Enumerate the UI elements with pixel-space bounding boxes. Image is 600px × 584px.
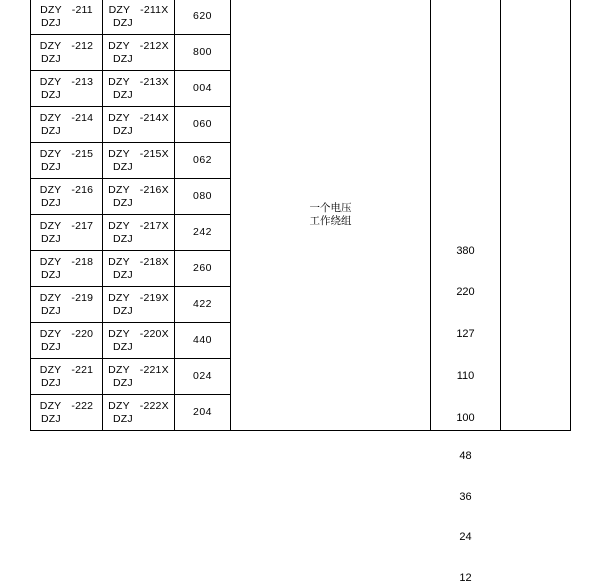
model-a-cell (31, 35, 103, 71)
model-a-subprefix: DZJ (41, 413, 61, 425)
model-b-subprefix: DZJ (113, 341, 133, 353)
model-a-prefix: DZY (40, 220, 62, 232)
model-a-cell (31, 251, 103, 287)
model-b-cell (103, 323, 175, 359)
model-a-subprefix: DZJ (41, 53, 61, 65)
model-a-subprefix: DZJ (41, 17, 61, 29)
model-a-subprefix: DZJ (41, 341, 61, 353)
voltage-item: 100 (431, 412, 500, 425)
model-a-cell (31, 215, 103, 251)
model-b-prefix: DZY (108, 220, 130, 232)
model-a-cell (31, 0, 103, 35)
model-b-prefix: DZY (108, 364, 130, 376)
model-b-prefix: DZY (108, 400, 130, 412)
model-a-suffix: -215 (71, 148, 93, 160)
model-a-prefix: DZY (40, 292, 62, 304)
voltage-item: 24 (431, 531, 500, 544)
model-b-prefix: DZY (108, 328, 130, 340)
model-a-subprefix: DZJ (41, 233, 61, 245)
model-b-cell (103, 179, 175, 215)
model-b-subprefix: DZJ (113, 53, 133, 65)
model-b-cell (103, 359, 175, 395)
model-a-suffix: -213 (71, 76, 93, 88)
spec-table (30, 0, 571, 431)
model-b-suffix: -218X (140, 256, 169, 268)
model-b-suffix: -216X (140, 184, 169, 196)
model-b-suffix: -217X (140, 220, 169, 232)
code-cell: 242 (175, 215, 231, 251)
model-a-cell (31, 323, 103, 359)
model-b-prefix: DZY (109, 4, 131, 16)
model-b-subprefix: DZJ (113, 197, 133, 209)
voltage-item: 110 (431, 370, 500, 383)
table-row (31, 0, 571, 35)
note-line-2: 工作绕组 (231, 215, 430, 227)
model-a-prefix: DZY (40, 184, 62, 196)
model-a-prefix: DZY (40, 76, 62, 88)
model-b-prefix: DZY (108, 256, 130, 268)
voltage-item: 380 (431, 245, 500, 258)
model-a-subprefix: DZJ (41, 161, 61, 173)
voltage-item: 127 (431, 328, 500, 341)
voltage-item: 12 (431, 572, 500, 584)
model-a-cell (31, 359, 103, 395)
model-b-cell (103, 287, 175, 323)
model-a-suffix: -217 (71, 220, 93, 232)
model-a-suffix: -219 (71, 292, 93, 304)
blank-cell (501, 0, 571, 431)
model-a-prefix: DZY (40, 112, 62, 124)
code-cell: 260 (175, 251, 231, 287)
model-b-subprefix: DZJ (113, 89, 133, 101)
model-b-subprefix: DZJ (113, 269, 133, 281)
model-a-suffix: -220 (71, 328, 93, 340)
model-b-subprefix: DZJ (113, 125, 133, 137)
model-b-prefix: DZY (108, 76, 130, 88)
model-b-suffix: -215X (140, 148, 169, 160)
model-a-prefix: DZY (40, 256, 62, 268)
model-b-subprefix: DZJ (113, 305, 133, 317)
voltage-item: 48 (431, 450, 500, 463)
model-a-cell (31, 143, 103, 179)
model-b-prefix: DZY (108, 112, 130, 124)
model-a-suffix: -221 (71, 364, 93, 376)
model-a-subprefix: DZJ (41, 89, 61, 101)
model-b-cell (103, 107, 175, 143)
model-b-suffix: -219X (140, 292, 169, 304)
model-a-subprefix: DZJ (41, 377, 61, 389)
model-a-suffix: -218 (71, 256, 93, 268)
model-b-prefix: DZY (108, 292, 130, 304)
code-cell: 422 (175, 287, 231, 323)
model-b-suffix: -220X (140, 328, 169, 340)
model-a-prefix: DZY (40, 40, 62, 52)
model-a-prefix: DZY (40, 4, 62, 16)
model-a-subprefix: DZJ (41, 197, 61, 209)
code-cell: 060 (175, 107, 231, 143)
model-b-cell (103, 251, 175, 287)
model-a-subprefix: DZJ (41, 125, 61, 137)
model-b-suffix: -211X (140, 4, 168, 16)
model-b-subprefix: DZJ (113, 17, 133, 29)
model-b-subprefix: DZJ (113, 161, 133, 173)
model-a-suffix: -211 (72, 4, 93, 16)
note-cell (231, 0, 431, 431)
model-a-suffix: -216 (71, 184, 93, 196)
model-b-prefix: DZY (108, 148, 130, 160)
model-a-subprefix: DZJ (41, 269, 61, 281)
model-b-cell (103, 35, 175, 71)
model-b-subprefix: DZJ (113, 413, 133, 425)
spec-table-body (31, 0, 571, 431)
code-cell: 062 (175, 143, 231, 179)
model-b-cell (103, 0, 175, 35)
model-a-prefix: DZY (40, 364, 62, 376)
code-cell: 440 (175, 323, 231, 359)
code-cell: 620 (175, 0, 231, 35)
code-cell: 800 (175, 35, 231, 71)
code-cell: 080 (175, 179, 231, 215)
spec-table-wrapper (30, 0, 570, 431)
model-a-cell (31, 71, 103, 107)
voltage-item: 220 (431, 286, 500, 299)
model-b-prefix: DZY (108, 184, 130, 196)
model-b-cell (103, 215, 175, 251)
voltage-item: 36 (431, 491, 500, 504)
model-b-suffix: -212X (140, 40, 169, 52)
model-a-cell (31, 107, 103, 143)
model-b-suffix: -214X (140, 112, 169, 124)
voltage-cell (431, 0, 501, 431)
model-b-cell (103, 71, 175, 107)
code-cell: 204 (175, 395, 231, 431)
model-a-suffix: -222 (71, 400, 93, 412)
code-cell: 004 (175, 71, 231, 107)
model-b-subprefix: DZJ (113, 233, 133, 245)
model-a-prefix: DZY (40, 148, 62, 160)
code-cell: 024 (175, 359, 231, 395)
model-b-subprefix: DZJ (113, 377, 133, 389)
note-line-1: 一个电压 (231, 202, 430, 214)
model-a-suffix: -214 (71, 112, 93, 124)
model-a-cell (31, 179, 103, 215)
model-b-suffix: -221X (140, 364, 169, 376)
model-b-suffix: -213X (140, 76, 169, 88)
model-a-cell (31, 287, 103, 323)
model-b-cell (103, 143, 175, 179)
model-a-prefix: DZY (40, 400, 62, 412)
model-b-suffix: -222X (140, 400, 169, 412)
model-a-suffix: -212 (71, 40, 93, 52)
model-b-prefix: DZY (108, 40, 130, 52)
model-a-prefix: DZY (40, 328, 62, 340)
model-a-subprefix: DZJ (41, 305, 61, 317)
